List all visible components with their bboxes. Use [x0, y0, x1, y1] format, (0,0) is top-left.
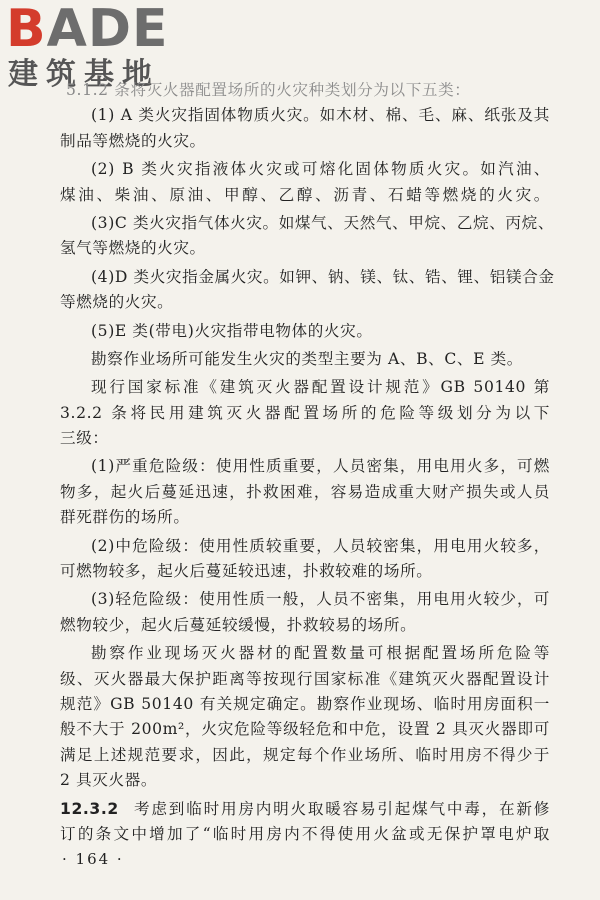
- text-line: 等燃烧的火灾。: [60, 293, 174, 312]
- text-line: 物多，起火后蔓延迅速，扑救困难，容易造成重大财产损失或人员: [60, 482, 550, 501]
- section-number: 12.3.2: [60, 799, 119, 818]
- text-line: 3.2.2 条将民用建筑灭火器配置场所的危险等级划分为以下: [60, 403, 550, 422]
- text-line: 制品等燃烧的火灾。: [60, 131, 206, 150]
- logo-subtitle: 建筑基地: [8, 57, 160, 92]
- text-line: (3)C 类火灾指气体火灾。如煤气、天然气、甲烷、乙烷、丙烷、: [91, 213, 555, 232]
- document-body: [60, 78, 555, 847]
- text-line: 勘察作业场所可能发生火灾的类型主要为 A、B、C、E 类。: [91, 349, 524, 368]
- text-line: (5)E 类(带电)火灾指带电物体的火灾。: [91, 321, 373, 340]
- section-heading-line: [60, 797, 550, 822]
- text-line: 煤油、柴油、原油、甲醇、乙醇、沥青、石蜡等燃烧的火灾。: [60, 185, 550, 204]
- text-line: 般不大于 200m²，火灾危险等级轻危和中危，设置 2 具灭火器即可: [60, 720, 550, 739]
- text-line: 满足上述规范要求，因此，规定每个作业场所、临时用房不得少于: [60, 745, 550, 764]
- page-number: · 164 ·: [62, 850, 124, 868]
- text-line: 订的条文中增加了“临时用房内不得使用火盆或无保护罩电炉取: [60, 824, 550, 843]
- text-line: (2) B 类火灾指液体火灾或可熔化固体物质火灾。如汽油、: [91, 160, 550, 179]
- text-line: (1)严重危险级：使用性质重要，人员密集，用电用火多，可燃: [91, 457, 550, 476]
- logo-accent-letter: B: [6, 0, 47, 59]
- text-line: 规范》GB 50140 有关规定确定。勘察作业现场、临时用房面积一: [60, 694, 550, 713]
- text-line: 2 具灭火器。: [60, 771, 158, 790]
- text-line: 燃物较少，起火后蔓延较缓慢，扑救较易的场所。: [60, 615, 417, 634]
- text-line: 可燃物较多，起火后蔓延较迅速，扑救较难的场所。: [60, 562, 433, 581]
- text-line: (4)D 类火灾指金属火灾。如钾、钠、镁、钛、锆、锂、铝镁合金: [91, 267, 555, 286]
- text-line: 勘察作业现场灭火器材的配置数量可根据配置场所危险等: [91, 644, 550, 663]
- text-line: (2)中危险级：使用性质较重要，人员较密集，用电用火较多，: [91, 536, 550, 555]
- section-text: 考虑到临时用房内明火取暖容易引起煤气中毒，在新修: [132, 799, 550, 818]
- text-line: 5.1.2 条将灭火器配置场所的火灾种类划分为以下五类：: [66, 81, 471, 99]
- logo-wordmark: [6, 0, 169, 58]
- text-line: 现行国家标准《建筑灭火器配置设计规范》GB 50140 第: [91, 378, 550, 397]
- text-line: (3)轻危险级：使用性质一般，人员不密集，用电用火较少，可: [91, 590, 550, 609]
- text-line: 级、灭火器最大保护距离等按现行国家标准《建筑灭火器配置设计: [60, 669, 550, 688]
- text-line: 氢气等燃烧的火灾。: [60, 239, 206, 258]
- logo-rest-letters: ADE: [46, 0, 169, 59]
- text-line: (1) A 类火灾指固体物质火灾。如木材、棉、毛、麻、纸张及其: [91, 106, 550, 125]
- text-line: 三级：: [60, 429, 109, 448]
- text-line: 群死群伤的场所。: [60, 508, 190, 527]
